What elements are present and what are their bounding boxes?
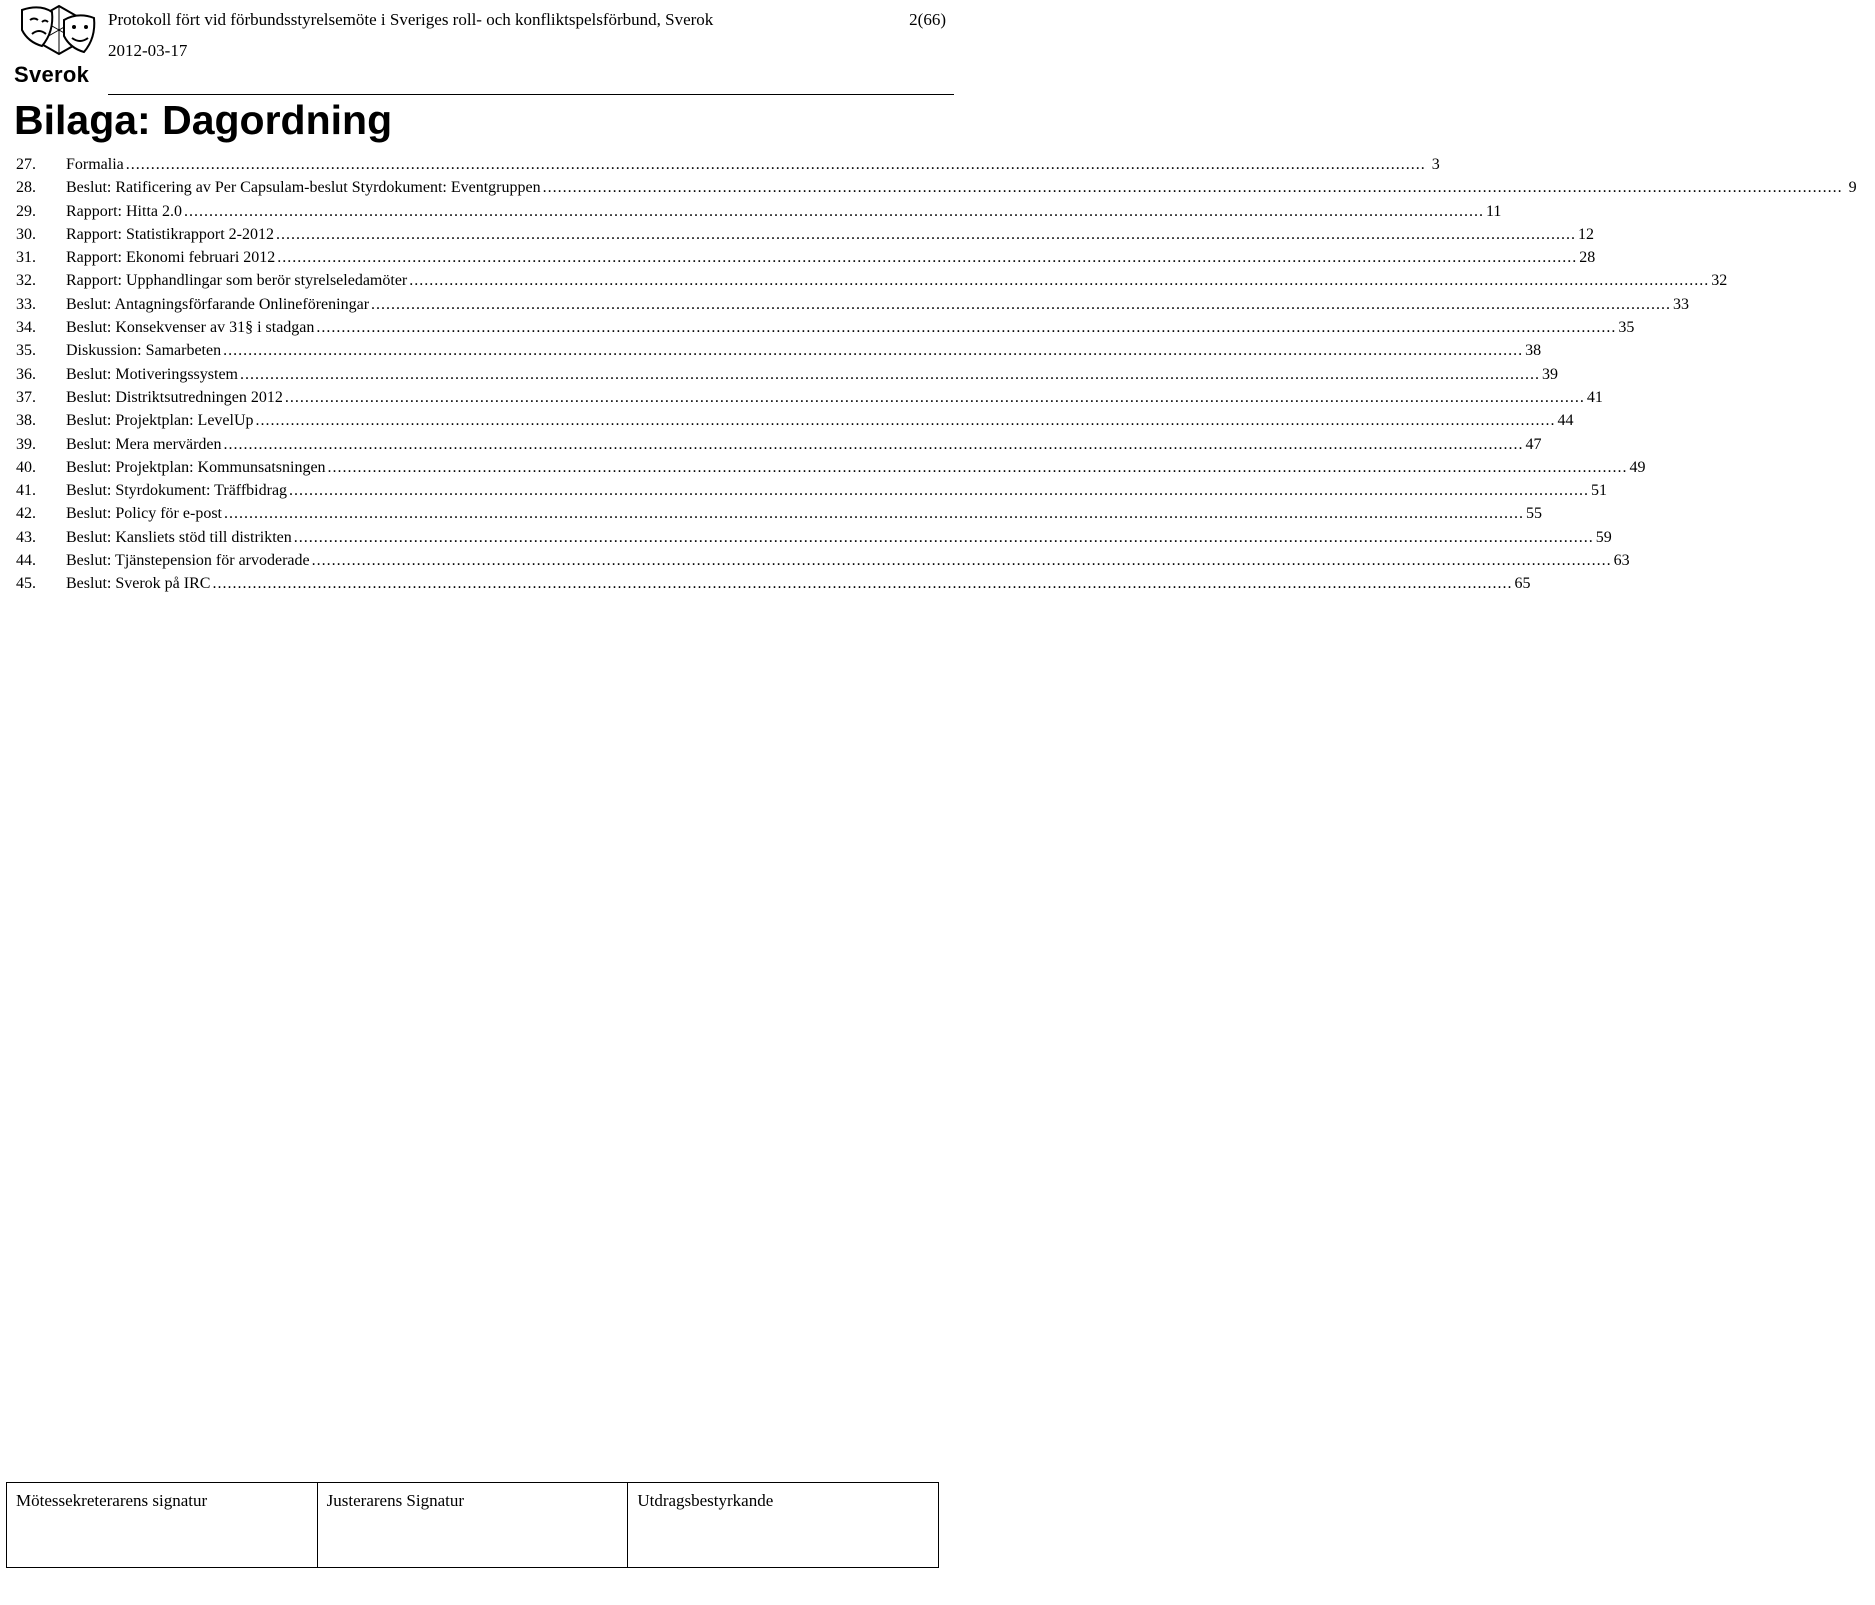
dot-leader: .................................................................................................................................................................................................................................................................... [289,482,1590,500]
dot-leader: .................................................................................................................................................................................................................................................................... [542,179,1843,197]
agenda-item-number: 38. [16,412,36,430]
theatre-mask-icon [14,2,104,64]
agenda-item-title: Beslut: Mera mervärden [66,435,222,453]
agenda-item-title: Diskussion: Samarbeten [66,342,222,360]
agenda-item-number: 29. [16,202,36,220]
agenda-item-number: 45. [16,575,36,593]
agenda-item-page: 28 [1579,249,1596,267]
agenda-item-page: 55 [1525,505,1542,523]
agenda-item-title: Beslut: Motiveringssystem [66,365,238,383]
agenda-item-title: Beslut: Kansliets stöd till distrikten [66,528,292,546]
dot-leader: .................................................................................................................................................................................................................................................................... [125,156,1426,173]
dot-leader: .................................................................................................................................................................................................................................................................... [223,505,1524,523]
agenda-item-number: 36. [16,365,36,383]
agenda-item-page: 39 [1542,365,1558,383]
signature-table [6,1482,939,1568]
agenda-item-title: Beslut: Policy för e-post [66,505,222,523]
agenda-item-page: 59 [1595,528,1612,546]
dot-leader: .................................................................................................................................................................................................................................................................... [371,295,1672,313]
agenda-item[interactable] [16,339,1542,362]
agenda-item-title: Beslut: Antagningsförfarande Onlineföreningar [66,295,370,313]
dot-leader: .................................................................................................................................................................................................................................................................... [223,435,1524,453]
dot-leader: .................................................................................................................................................................................................................................................................... [183,202,1484,220]
agenda-item-page: 63 [1613,552,1630,570]
dot-leader: .................................................................................................................................................................................................................................................................... [212,575,1513,593]
agenda-item[interactable] [16,293,1690,316]
agenda-item-page: 9 [1848,179,1857,197]
page-number: 2(66) [909,10,946,29]
dot-leader: .................................................................................................................................................................................................................................................................... [223,342,1524,360]
agenda-item[interactable] [16,502,1542,525]
agenda-item-number: 34. [16,319,36,337]
dot-leader: .................................................................................................................................................................................................................................................................... [240,365,1540,383]
sverok-logo [14,2,104,86]
dot-leader: .................................................................................................................................................................................................................................................................... [293,528,1594,546]
dot-leader: .................................................................................................................................................................................................................................................................... [284,388,1585,406]
agenda-item-title: Rapport: Upphandlingar som berör styrelseledamöter [66,272,408,290]
agenda-item-title: Beslut: Projektplan: LevelUp [66,412,254,430]
agenda-item-number: 33. [16,295,36,313]
secretary-signature-cell: Mötessekreterarens signatur [7,1483,318,1568]
agenda-item-title: Beslut: Ratificering av Per Capsulam-beslut Styrdokument: Eventgruppen [66,179,541,197]
agenda-item-number: 32. [16,272,36,290]
agenda-item[interactable] [16,526,1612,549]
agenda-item[interactable] [16,153,1440,176]
agenda-item-number: 41. [16,482,36,500]
agenda-item-title: Beslut: Projektplan: Kommunsatsningen [66,458,326,476]
agenda-list [16,153,1857,596]
document-date: 2012-03-17 [108,41,188,60]
agenda-item-page: 33 [1673,295,1690,313]
agenda-item[interactable] [16,316,1635,339]
dot-leader: .................................................................................................................................................................................................................................................................... [327,458,1628,476]
agenda-item[interactable] [16,223,1594,246]
agenda-item-number: 27. [16,156,36,173]
page-heading: Bilaga: Dagordning [14,97,393,143]
adjuster-signature-cell: Justerarens Signatur [317,1483,628,1568]
agenda-item[interactable] [16,176,1857,199]
agenda-item-title: Rapport: Statistikrapport 2-2012 [66,225,274,243]
agenda-item-title: Beslut: Distriktsutredningen 2012 [66,388,283,406]
agenda-item[interactable] [16,409,1574,432]
agenda-item-page: 51 [1591,482,1608,500]
agenda-item-number: 35. [16,342,36,360]
agenda-item-number: 37. [16,388,36,406]
agenda-item[interactable] [16,456,1646,479]
dot-leader: .................................................................................................................................................................................................................................................................... [316,319,1617,337]
document-header-title: Protokoll fört vid förbundsstyrelsemöte i Sveriges roll- och konfliktspelsförbund, Sverok [108,10,714,29]
agenda-item-page: 47 [1525,435,1542,453]
agenda-item-number: 28. [16,179,36,197]
agenda-item-title: Beslut: Sverok på IRC [66,575,211,593]
agenda-item-page: 32 [1711,272,1728,290]
agenda-item-title: Rapport: Hitta 2.0 [66,202,182,220]
agenda-item-number: 44. [16,552,36,570]
extract-certifier-cell: Utdragsbestyrkande [628,1483,939,1568]
dot-leader: .................................................................................................................................................................................................................................................................... [255,412,1556,430]
agenda-item[interactable] [16,479,1608,502]
agenda-item-number: 42. [16,505,36,523]
dot-leader: .................................................................................................................................................................................................................................................................... [409,272,1710,290]
agenda-item-page: 12 [1577,225,1594,243]
agenda-item[interactable] [16,246,1596,269]
agenda-item-title: Rapport: Ekonomi februari 2012 [66,249,276,267]
agenda-item[interactable] [16,269,1728,292]
agenda-item-page: 11 [1485,202,1502,220]
header-divider [108,94,954,95]
dot-leader: .................................................................................................................................................................................................................................................................... [311,552,1612,570]
agenda-item-page: 65 [1514,575,1531,593]
agenda-item-page: 35 [1618,319,1635,337]
agenda-item[interactable] [16,363,1558,386]
agenda-item-title: Beslut: Styrdokument: Träffbidrag [66,482,288,500]
agenda-item-number: 31. [16,249,36,267]
agenda-item[interactable] [16,433,1542,456]
agenda-item[interactable] [16,200,1502,223]
agenda-item-number: 30. [16,225,36,243]
agenda-item-page: 41 [1586,388,1603,406]
agenda-item[interactable] [16,549,1630,572]
agenda-item-number: 39. [16,435,36,453]
agenda-item-title: Beslut: Tjänstepension för arvoderade [66,552,310,570]
agenda-item-number: 43. [16,528,36,546]
agenda-item-title: Beslut: Konsekvenser av 31§ i stadgan [66,319,315,337]
agenda-item-page: 49 [1629,458,1646,476]
agenda-item-page: 38 [1525,342,1542,360]
agenda-item[interactable] [16,386,1603,409]
agenda-item-number: 40. [16,458,36,476]
logo-wordmark: Sverok [14,62,90,87]
agenda-item-title: Formalia [66,156,124,173]
dot-leader: .................................................................................................................................................................................................................................................................... [275,225,1576,243]
agenda-item-page: 44 [1557,412,1574,430]
agenda-item-page: 3 [1431,156,1440,173]
dot-leader: .................................................................................................................................................................................................................................................................... [277,249,1578,267]
agenda-item[interactable] [16,572,1531,595]
